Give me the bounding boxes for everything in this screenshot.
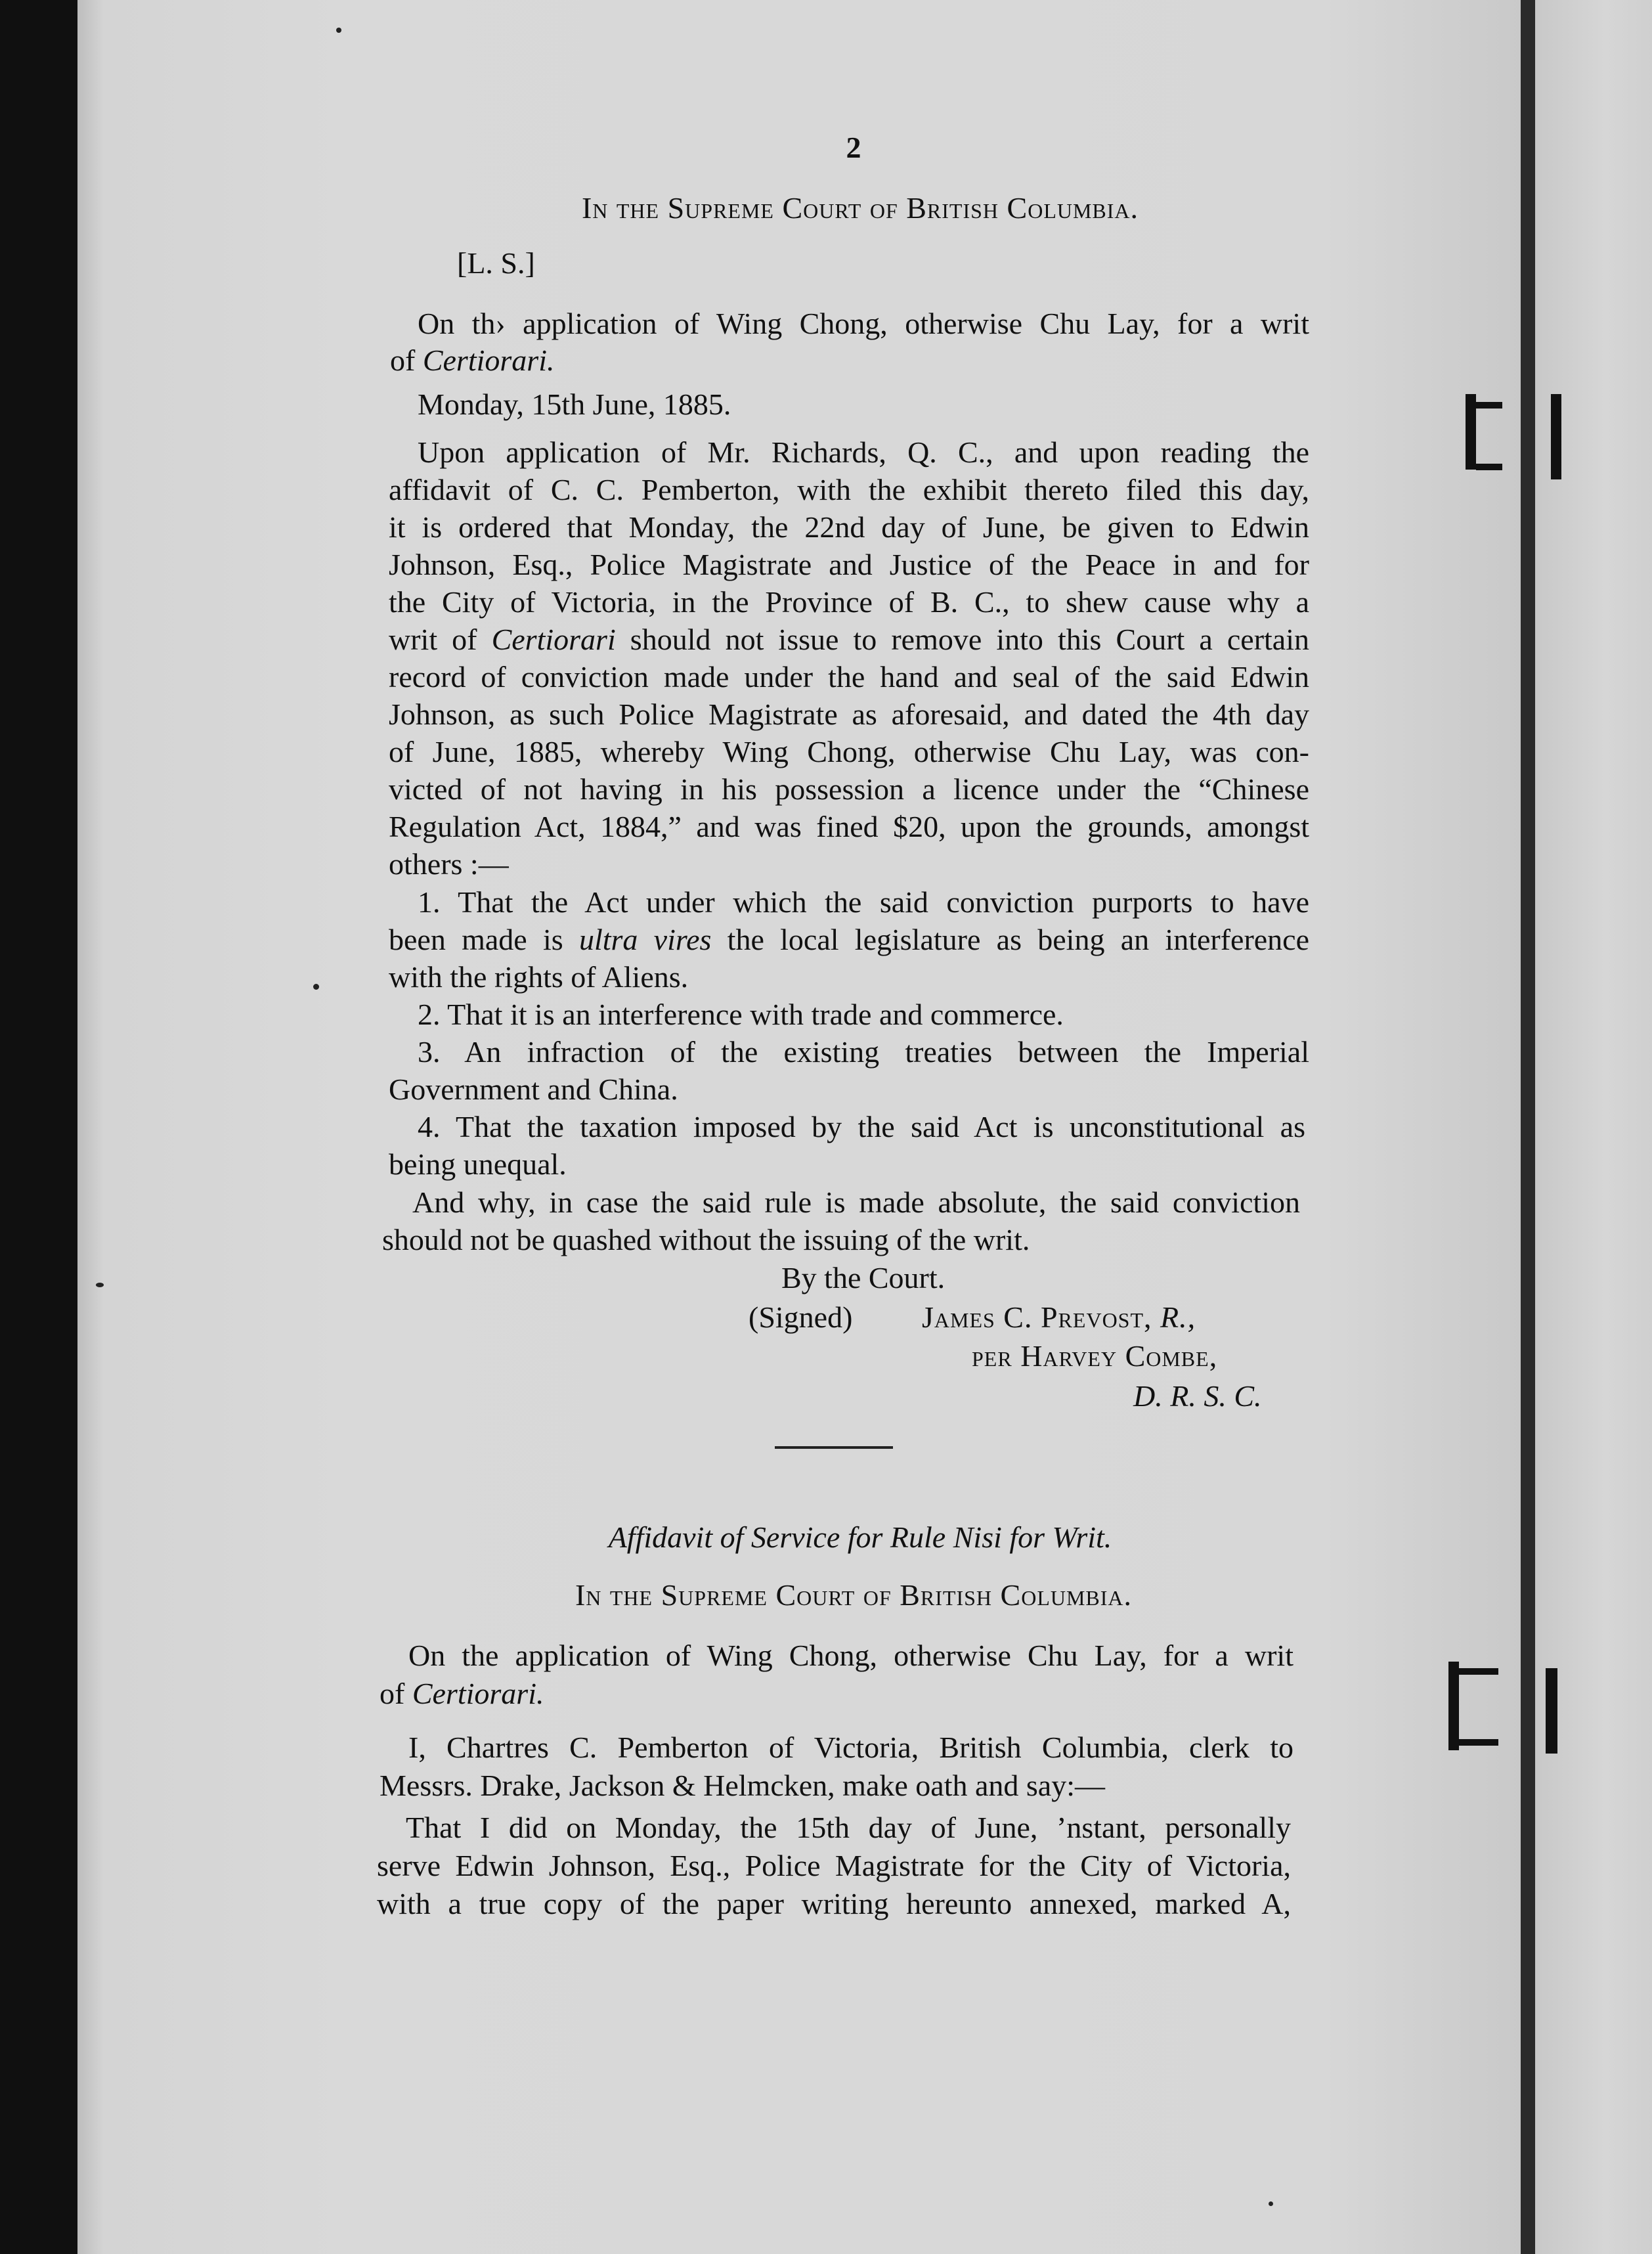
- order-line-6: [389, 621, 1309, 659]
- ground-3-line-2: Government and China.: [389, 1072, 678, 1106]
- ground-4-line-1: 4. That the taxation imposed by the said Act is unconstitutional as: [418, 1110, 1305, 1143]
- signed-label: (Signed): [749, 1300, 853, 1334]
- deputy-title: D. R. S. C.: [1133, 1379, 1262, 1413]
- ground-4-line-2: being unequal.: [389, 1147, 567, 1181]
- deponent-line-2: Messrs. Drake, Jackson & Helmcken, make oath and say:—: [380, 1769, 1105, 1802]
- page-number: 2: [846, 131, 861, 164]
- affidavit-certiorari-italic: Certiorari.: [412, 1677, 544, 1710]
- seal-mark: [L. S.]: [457, 246, 535, 280]
- service-line-3: with a true copy of the paper writing hereunto annexed, marked A,: [377, 1887, 1291, 1920]
- service-line-2: serve Edwin Johnson, Esq., Police Magistrate for the City of Victoria,: [377, 1849, 1291, 1882]
- order-line-6-c: should not issue to remove into this Court a certain: [615, 623, 1310, 656]
- order-line-7: record of conviction made under the hand and seal of the said Edwin: [389, 660, 1309, 694]
- order-line-12: others :—: [389, 847, 509, 881]
- order-line-9: of June, 1885, whereby Wing Chong, otherwise Chu Lay, was con-: [389, 735, 1309, 768]
- by-the-court: By the Court.: [781, 1261, 946, 1294]
- scan-gutter: [1521, 0, 1535, 2254]
- court-heading: In the Supreme Court of British Columbia.: [581, 191, 1139, 225]
- application-line-1: On th› application of Wing Chong, otherwise Chu Lay, for a writ: [418, 307, 1309, 340]
- order-line-6-a: writ of: [389, 623, 492, 656]
- ultra-vires-italic: ultra vires: [578, 923, 712, 956]
- ground-1-line-2-c: the local legislature as being an interference: [711, 923, 1310, 956]
- closing-line-2: should not be quashed without the issuing of the writ.: [382, 1223, 1030, 1256]
- order-line-8: Johnson, as such Police Magistrate as aforesaid, and dated the 4th day: [389, 697, 1309, 731]
- order-line-1: Upon application of Mr. Richards, Q. C., and upon reading the: [418, 435, 1309, 469]
- ground-2: 2. That it is an interference with trade and commerce.: [418, 998, 1064, 1031]
- date-line: Monday, 15th June, 1885.: [418, 387, 731, 421]
- order-line-10: victed of not having in his possession a licence under the “Chinese: [389, 772, 1309, 806]
- registrar-name-text: James C. Prevost,: [922, 1300, 1161, 1334]
- order-line-2: affidavit of C. C. Pemberton, with the exhibit thereto filed this day,: [389, 473, 1309, 506]
- order-line-6-italic: Certiorari: [491, 623, 616, 656]
- affidavit-application-line-1: On the application of Wing Chong, otherwise Chu Lay, for a writ: [408, 1639, 1293, 1672]
- closing-line-1: And why, in case the said rule is made absolute, the said conviction: [412, 1185, 1300, 1219]
- order-line-11: Regulation Act, 1884,” and was fined $20, upon the grounds, amongst: [389, 810, 1309, 843]
- registrar-suffix: R.,: [1160, 1300, 1196, 1334]
- certiorari-italic: Certiorari.: [422, 343, 555, 377]
- order-line-4: Johnson, Esq., Police Magistrate and Justice of the Peace in and for: [389, 548, 1309, 581]
- application-line-2-text: of: [390, 343, 423, 377]
- affidavit-court-heading: In the Supreme Court of British Columbia.: [575, 1578, 1133, 1612]
- deputy-line: per Harvey Combe,: [972, 1339, 1218, 1373]
- service-line-1: That I did on Monday, the 15th day of June, ’nstant, personally: [406, 1811, 1291, 1844]
- section-divider: [775, 1446, 893, 1449]
- order-line-5: the City of Victoria, in the Province of B. C., to shew cause why a: [389, 585, 1309, 619]
- ground-1-line-2-a: been made is: [389, 923, 579, 956]
- registrar-name: [922, 1298, 1196, 1337]
- deponent-line-1: I, Chartres C. Pemberton of Victoria, British Columbia, clerk to: [408, 1731, 1293, 1764]
- ground-1-line-3: with the rights of Aliens.: [389, 960, 689, 994]
- ground-3-line-1: 3. An infraction of the existing treaties between the Imperial: [418, 1035, 1309, 1069]
- affidavit-application-line-2-a: of: [380, 1677, 412, 1710]
- affidavit-title: Affidavit of Service for Rule Nisi for Writ.: [608, 1520, 1112, 1554]
- affidavit-application-line-2: [380, 1675, 544, 1713]
- application-line-2: [390, 342, 554, 380]
- scan-left-border: [0, 0, 79, 2254]
- ground-1-line-2: [389, 921, 1309, 959]
- ground-1-line-1: 1. That the Act under which the said conviction purports to have: [418, 885, 1309, 919]
- order-line-3: it is ordered that Monday, the 22nd day of June, be given to Edwin: [389, 510, 1309, 544]
- next-page-edge: [1535, 0, 1652, 2254]
